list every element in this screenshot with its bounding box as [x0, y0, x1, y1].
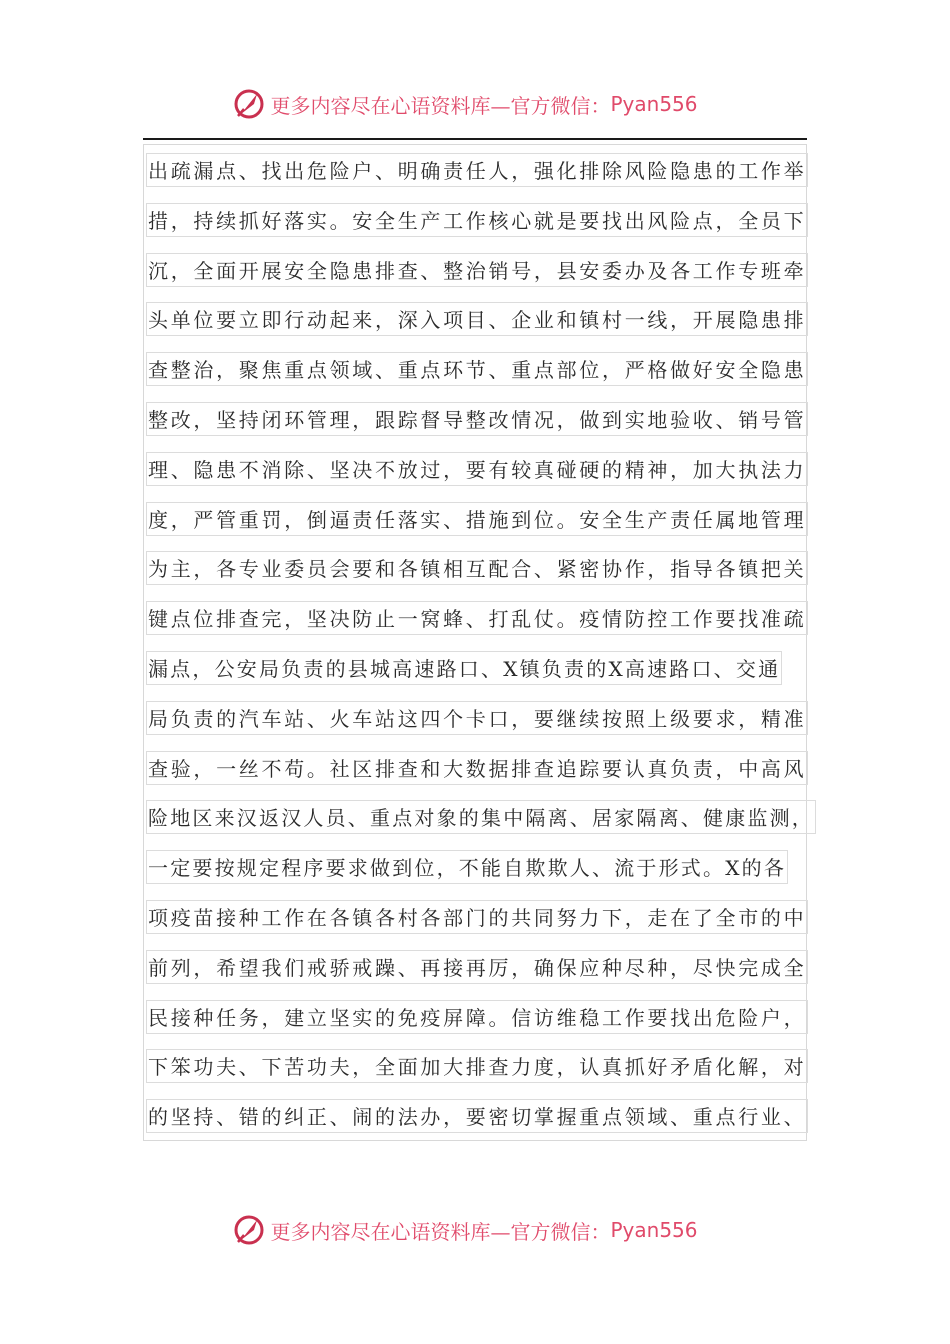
text-line-content: 漏点，公安局负责的县城高速路口、X镇负责的X高速路口、交通	[146, 651, 782, 685]
text-line	[146, 898, 806, 936]
text-line-content: 前列，希望我们戒骄戒躁、再接再厉，确保应种尽种，尽快完成全	[146, 950, 808, 984]
text-line	[146, 599, 806, 637]
text-line-content: 度，严管重罚，倒逼责任落实、措施到位。安全生产责任属地管理	[146, 502, 808, 536]
text-line-content: 险地区来汉返汉人员、重点对象的集中隔离、居家隔离、健康监测，	[146, 800, 816, 834]
text-line	[146, 1097, 806, 1135]
text-line-content: 出疏漏点、找出危险户、明确责任人，强化排除风险隐患的工作举	[146, 153, 808, 187]
footer-banner	[0, 1210, 950, 1250]
header-banner	[0, 84, 950, 124]
text-line	[146, 998, 806, 1036]
text-line	[146, 1047, 806, 1085]
text-line-content: 头单位要立即行动起来，深入项目、企业和镇村一线，开展隐患排	[146, 302, 808, 336]
text-line-content: 下笨功夫、下苦功夫，全面加大排查力度，认真抓好矛盾化解，对	[146, 1049, 808, 1083]
text-line-content: 查整治，聚焦重点领域、重点环节、重点部位，严格做好安全隐患	[146, 352, 808, 386]
text-line	[146, 300, 806, 338]
text-line	[146, 848, 806, 886]
text-line	[146, 500, 806, 538]
text-line	[146, 251, 806, 289]
footer-banner-text: 更多内容尽在心语资料库—官方微信：	[270, 1219, 611, 1244]
header-banner-text: 更多内容尽在心语资料库—官方微信：	[270, 93, 611, 118]
text-line	[146, 450, 806, 488]
text-line	[146, 549, 806, 587]
text-line-content: 局负责的汽车站、火车站这四个卡口，要继续按照上级要求，精准	[146, 701, 808, 735]
text-line	[146, 649, 806, 687]
text-line	[146, 350, 806, 388]
text-line-content: 查验，一丝不苟。社区排查和大数据排查追踪要认真负责，中高风	[146, 751, 808, 785]
text-line-content: 键点位排查完，坚决防止一窝蜂、打乱仗。疫情防控工作要找准疏	[146, 601, 808, 635]
text-line-content: 项疫苗接种工作在各镇各村各部门的共同努力下，走在了全市的中	[146, 900, 808, 934]
text-line	[146, 699, 806, 737]
text-line-content: 措，持续抓好落实。安全生产工作核心就是要找出风险点，全员下	[146, 203, 808, 237]
text-line	[146, 798, 814, 836]
quill-logo-icon	[232, 1213, 266, 1247]
document-body	[146, 151, 814, 1147]
quill-logo-icon	[232, 87, 266, 121]
text-line-content: 民接种任务，建立坚实的免疫屏障。信访维稳工作要找出危险户，	[146, 1000, 808, 1034]
text-line	[146, 948, 806, 986]
text-line-content: 为主，各专业委员会要和各镇相互配合、紧密协作，指导各镇把关	[146, 551, 808, 585]
text-line	[146, 749, 806, 787]
text-line-content: 沉，全面开展安全隐患排查、整治销号，县安委办及各工作专班牵	[146, 253, 808, 287]
header-divider	[143, 138, 807, 140]
text-line	[146, 201, 806, 239]
text-line	[146, 400, 806, 438]
text-line-content: 一定要按规定程序要求做到位，不能自欺欺人、流于形式。X的各	[146, 850, 788, 884]
header-wechat-id: Pyan556	[610, 92, 698, 116]
footer-wechat-id: Pyan556	[610, 1218, 698, 1242]
text-line	[146, 151, 806, 189]
text-line-content: 整改，坚持闭环管理，跟踪督导整改情况，做到实地验收、销号管	[146, 402, 808, 436]
text-line-content: 理、隐患不消除、坚决不放过，要有较真碰硬的精神，加大执法力	[146, 452, 808, 486]
text-line-content: 的坚持、错的纠正、闹的法办，要密切掌握重点领域、重点行业、	[146, 1099, 808, 1133]
